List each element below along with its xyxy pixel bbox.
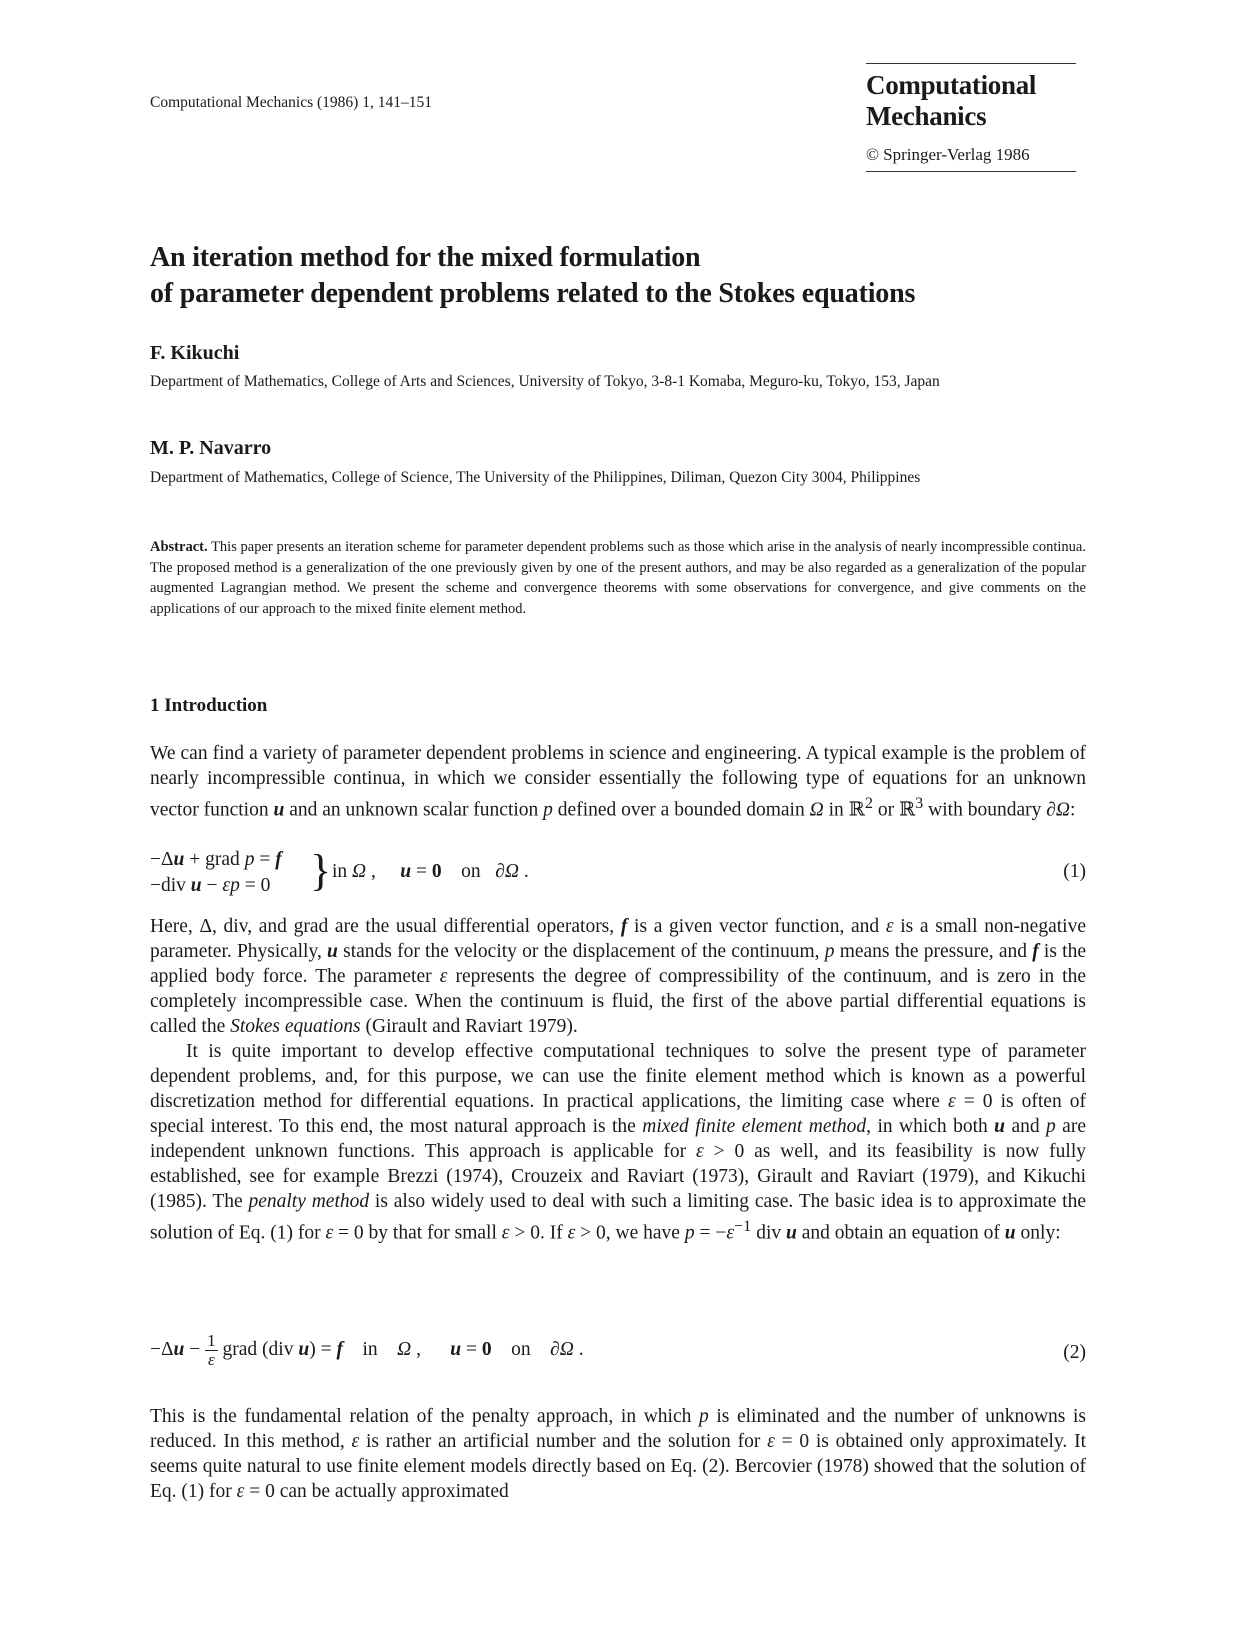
author-affiliation: Department of Mathematics, College of Arts and Sciences, University of Tokyo, 3-8-1 Komaba, Meguro-ku, Tokyo, 153, Japan — [150, 373, 940, 390]
abstract — [150, 537, 1086, 619]
equation-2: −Δu − $\frac{1}{\varepsilon}$ grad (div u) = f in Ω , u = 0 on ∂Ω . (2) — [150, 1331, 1086, 1369]
brand-top-rule — [866, 63, 1076, 64]
title-line-2: of parameter dependent problems related to the Stokes equations — [150, 278, 916, 309]
intro-paragraph-3: This is the fundamental relation of the penalty approach, in which p is eliminated and the number of unknowns is reduced. In this method, ε is rather an artificial number and the solution for ε = 0 is obtained only approximately. It seems quite natural to use finite element models directly based on Eq. (2). Bercovier (1978) showed that the solution of Eq. (1) for ε = 0 can be actually approximated — [150, 1406, 1086, 1502]
equation-1: −Δu + grad p = f −div u − εp = 0 } in Ω , u = 0 on ∂Ω . (1) — [150, 846, 1086, 896]
author-name: F. Kikuchi — [150, 342, 240, 364]
title-line-1: An iteration method for the mixed formulation — [150, 242, 701, 273]
paper-title — [150, 240, 915, 312]
journal-reference: Computational Mechanics (1986) 1, 141–151 — [150, 94, 432, 111]
equation-number: (1) — [1063, 861, 1086, 882]
intro-paragraph-1: We can find a variety of parameter dependent problems in science and engineering. A typical example is the problem of nearly incompressible continua, in which we consider essentially the following type of equations for an unknown vector function u and an unknown scalar function p defined over a bounded domain Ω in ℝ$^2$ or ℝ$^3$ with boundary ∂Ω: — [150, 743, 1086, 821]
abstract-text: This paper presents an iteration scheme for parameter dependent problems such as those which arise in the analysis of nearly incompressible continua. The proposed method is a generalization of the one previously given by one of the present authors, and may be also regarded as a generalization of the popular augmented Lagrangian method. We present the scheme and convergence theorems with some observations for convergence, and give comments on the applications of our approach to the mixed finite element method. — [150, 539, 1086, 617]
brand-bottom-rule — [866, 171, 1076, 172]
journal-brand — [866, 70, 1036, 132]
brand-line-1: Computational — [866, 70, 1037, 100]
publisher-copyright: © Springer-Verlag 1986 — [866, 145, 1030, 164]
abstract-label: Abstract. — [150, 539, 208, 555]
author-affiliation: Department of Mathematics, College of Science, The University of the Philippines, Diliman, Quezon City 3004, Philippines — [150, 469, 921, 486]
intro-paragraph-2: Here, Δ, div, and grad are the usual differential operators, f is a given vector function, and ε is a small non-negative parameter. Physically, u stands for the velocity or the displacement of the continuum, p means the pressure, and f is the applied body force. The parameter ε represents the degree of compressibility of the continuum, and is zero in the completely incompressible case. When the continuum is fluid, the first of the above partial differential equations is called the Stokes equations (Girault and Raviart 1979). It is quite important to develop effective computational techniques to solve the present type of parameter dependent problems, and, for this purpose, we can use the finite element method which is known as a powerful discretization method for differential equations. In practical applications, the limiting case where ε = 0 is often of special interest. To this end, the most natural approach is the mixed finite element method, in which both u and p are independent unknown functions. This approach is applicable for ε > 0 as well, and its feasibility is now fully established, see for example Brezzi (1974), Crouzeix and Raviart (1973), Girault and Raviart (1979), and Kikuchi (1985). The penalty method is also widely used to deal with such a limiting case. The basic idea is to approximate the solution of Eq. (1) for ε = 0 by that for small ε > 0. If ε > 0, we have $p = -\varepsilon^{-1}$ div u and obtain an equation of u only: — [150, 916, 1086, 1244]
section-heading: 1 Introduction — [150, 695, 268, 716]
author-name: M. P. Navarro — [150, 437, 272, 459]
brand-line-2: Mechanics — [866, 101, 987, 131]
equation-number: (2) — [1063, 1342, 1086, 1363]
